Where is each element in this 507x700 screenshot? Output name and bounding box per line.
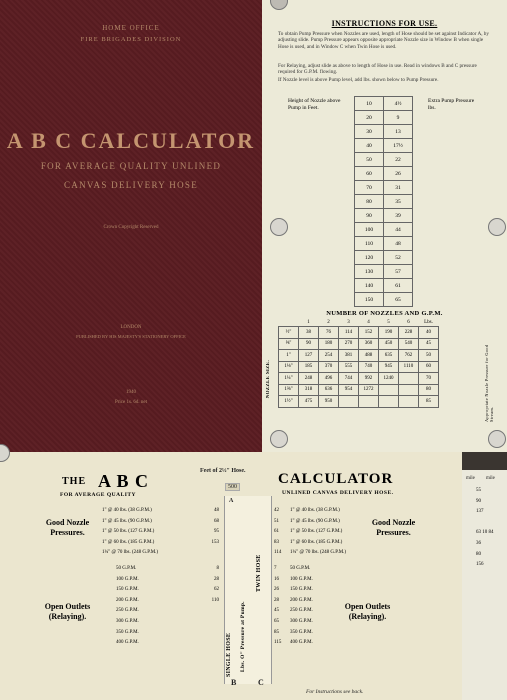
relay-row: 200 G.P.M. xyxy=(116,597,139,603)
extra-pressure-cell: 17½ xyxy=(384,139,413,153)
relay-row: 400 G.P.M. xyxy=(290,640,313,646)
nozzle-size-cell: 1" xyxy=(279,350,299,362)
gpm-cell: 38 xyxy=(299,327,319,339)
nozzle-row: 1" @ 45 lbs. (90 G.P.M.) xyxy=(290,518,340,524)
gpm-cell: 636 xyxy=(319,384,339,396)
relay-rows-left xyxy=(116,564,139,649)
height-row xyxy=(355,111,413,125)
height-cell: 110 xyxy=(355,237,384,251)
height-cell: 130 xyxy=(355,265,384,279)
single-relay-value xyxy=(205,617,219,628)
gpm-cell: 540 xyxy=(399,338,419,350)
relay-row: 100 G.P.M. xyxy=(290,576,313,582)
height-cell: 40 xyxy=(355,139,384,153)
slide-calculator: CALCULATOR xyxy=(278,471,394,487)
nozzle-row: 1¼" @ 70 lbs. (248 G.P.M.) xyxy=(290,550,347,556)
height-row xyxy=(355,223,413,237)
gpm-cell: 80 xyxy=(419,384,439,396)
pump-pressure-label: Lbs. O" Pressure at Pump. xyxy=(240,601,246,672)
gpm-cell: 635 xyxy=(379,350,399,362)
nozzle-pressure-label: Appropriate Nozzle Pressure for Good Stream. xyxy=(484,344,494,422)
twin-nozzle-value: 83 xyxy=(274,539,279,545)
gpm-cell: 60 xyxy=(419,361,439,373)
gpm-cell: 555 xyxy=(339,361,359,373)
nozzle-row: 1" @ 50 lbs. (127 G.P.M.) xyxy=(290,529,343,535)
nozzle-size-cell: 1⅛" xyxy=(279,361,299,373)
height-cell: 20 xyxy=(355,111,384,125)
nozzle-rows-right xyxy=(290,506,346,559)
height-cell: 150 xyxy=(355,293,384,307)
relay-row: 150 G.P.M. xyxy=(290,587,313,593)
gpm-col-header: 6 xyxy=(407,319,410,325)
single-hose-label: SINGLE HOSE xyxy=(226,632,232,677)
relay-row: 250 G.P.M. xyxy=(116,608,139,614)
single-relay-values xyxy=(205,564,219,649)
twin-nozzle-value: 51 xyxy=(274,518,279,524)
twin-nozzle-value: 114 xyxy=(274,550,282,556)
extra-pressure-cell: 22 xyxy=(384,153,413,167)
height-row xyxy=(355,181,413,195)
height-row xyxy=(355,237,413,251)
gpm-cell: 318 xyxy=(299,384,319,396)
binding-hole xyxy=(488,430,506,448)
extra-pressure-cell: 35 xyxy=(384,195,413,209)
cover-footer-2: PUBLISHED BY HIS MAJESTY'S STATIONERY OFFICE xyxy=(76,334,186,339)
nozzle-row: 1" @ 50 lbs. (127 G.P.M.) xyxy=(102,529,155,535)
gpm-col-header: 1 xyxy=(307,319,310,325)
binding-hole xyxy=(270,218,288,236)
gpm-cell: 228 xyxy=(399,327,419,339)
nozzle-size-cell: 1½" xyxy=(279,396,299,408)
gpm-cell: 762 xyxy=(399,350,419,362)
single-relay-value: 28 xyxy=(214,576,219,582)
single-relay-value xyxy=(205,628,219,639)
right-values xyxy=(476,486,494,571)
gpm-row xyxy=(279,338,439,350)
twin-hose-label: TWIN HOSE xyxy=(256,554,262,592)
single-nozzle-value: 95 xyxy=(214,529,219,535)
twin-relay-value: 7 xyxy=(274,566,277,571)
gpm-row xyxy=(279,350,439,362)
relay-rows-right xyxy=(290,564,313,649)
nozzle-size-cell: 1¼" xyxy=(279,373,299,385)
height-row xyxy=(355,293,413,307)
gpm-cell: 185 xyxy=(299,361,319,373)
single-relay-value xyxy=(205,638,219,649)
relay-row: 300 G.P.M. xyxy=(116,618,139,624)
nozzle-rows-left xyxy=(102,506,158,559)
single-nozzle-value xyxy=(205,548,219,559)
gpm-cell xyxy=(359,396,379,408)
single-relay-value xyxy=(205,606,219,617)
good-nozzle-label-right: Good Nozzle Pressures. xyxy=(371,518,416,537)
cover-title: A B C CALCULATOR xyxy=(6,128,256,153)
gpm-cell: 152 xyxy=(359,327,379,339)
window-b-label: B xyxy=(231,678,237,687)
instructions-para-2: For Relaying, adjust slide as above to length of Hose in use. Read in windows B and C pressure required for G.P.M. flowing. xyxy=(278,63,477,76)
right-value xyxy=(476,518,494,529)
height-cell: 50 xyxy=(355,153,384,167)
open-outlets-label-left: Open Outlets (Relaying). xyxy=(44,602,91,621)
height-cell: 70 xyxy=(355,181,384,195)
cover-price: Price 1s. 6d. net xyxy=(114,400,148,405)
relay-row: 300 G.P.M. xyxy=(290,618,313,624)
gpm-col-header: 2 xyxy=(327,319,330,325)
twin-relay-value: 16 xyxy=(274,576,279,582)
height-cell: 90 xyxy=(355,209,384,223)
extra-pressure-cell: 39 xyxy=(384,209,413,223)
extra-pressure-cell: 48 xyxy=(384,237,413,251)
height-table xyxy=(354,96,413,307)
right-head-1: mile xyxy=(466,476,475,481)
height-row xyxy=(355,97,413,111)
gpm-cell xyxy=(339,396,359,408)
slide-unlined: UNLINED CANVAS DELIVERY HOSE. xyxy=(282,490,394,496)
open-outlets-label-right: Open Outlets (Relaying). xyxy=(344,602,391,621)
relay-row: 400 G.P.M. xyxy=(116,640,139,646)
right-value: 137 xyxy=(476,509,484,515)
gpm-row xyxy=(279,361,439,373)
extra-pressure-cell: 4½ xyxy=(384,97,413,111)
gpm-cell: 945 xyxy=(379,361,399,373)
nozzle-row: 1¼" @ 70 lbs. (248 G.P.M.) xyxy=(102,550,159,556)
height-row xyxy=(355,139,413,153)
gpm-cell xyxy=(399,384,419,396)
gpm-cell: 360 xyxy=(359,338,379,350)
height-row xyxy=(355,125,413,139)
relay-row: 350 G.P.M. xyxy=(116,629,139,635)
gpm-cell: 50 xyxy=(419,350,439,362)
gpm-row xyxy=(279,396,439,408)
single-nozzle-value: 68 xyxy=(214,518,219,524)
single-relay-value: 110 xyxy=(211,597,219,603)
twin-nozzle-value: 61 xyxy=(274,529,279,535)
slide-footer: For Instructions see back. xyxy=(306,689,364,695)
gpm-cell: 450 xyxy=(379,338,399,350)
nozzle-row: 1" @ 40 lbs. (38 G.P.M.) xyxy=(102,508,152,513)
height-cell: 140 xyxy=(355,279,384,293)
gpm-col-header: 3 xyxy=(347,319,350,325)
gpm-cell: 381 xyxy=(339,350,359,362)
instructions-page xyxy=(262,0,507,452)
gpm-cell: 40 xyxy=(419,327,439,339)
single-relay-value: 62 xyxy=(214,587,219,593)
instructions-para-1: To obtain Pump Pressure when Nozzles are used, length of Hose should be set against Indicator A, by adjusting slide. Pump Pressure appears opposite appropriate Nozzle size in Window B when single Hose is used, and in Window C when Twin Hose is used. xyxy=(278,31,489,50)
gpm-cell: 370 xyxy=(319,361,339,373)
gpm-cell: 954 xyxy=(339,384,359,396)
gpm-cell: 127 xyxy=(299,350,319,362)
gpm-cell xyxy=(379,384,399,396)
instructions-para-3: If Nozzle level is above Pump level, add lbs. shown below to Pump Pressure. xyxy=(278,77,439,83)
right-value: 55 xyxy=(476,488,481,493)
window-c-label: C xyxy=(258,678,264,687)
extra-pressure-cell: 13 xyxy=(384,125,413,139)
cover-division: FIRE BRIGADES DIVISION xyxy=(80,36,182,43)
gpm-cell: 45 xyxy=(419,338,439,350)
twin-nozzle-values xyxy=(274,506,288,559)
single-relay-value: 8 xyxy=(216,566,219,571)
extra-pressure-cell: 52 xyxy=(384,251,413,265)
nozzle-size-cell: ½" xyxy=(279,327,299,339)
right-value: 63 10 84 xyxy=(476,530,494,536)
nozzle-size-cell: ⅝" xyxy=(279,338,299,350)
gpm-cell xyxy=(399,396,419,408)
gpm-cell: 1240 xyxy=(379,373,399,385)
twin-relay-value: 115 xyxy=(274,640,282,646)
nozzle-row: 1" @ 60 lbs. (185 G.P.M.) xyxy=(102,539,155,545)
height-row xyxy=(355,195,413,209)
extra-pressure-cell: 31 xyxy=(384,181,413,195)
nozzle-row: 1" @ 40 lbs. (38 G.P.M.) xyxy=(290,508,340,513)
gpm-cell: 90 xyxy=(299,338,319,350)
extra-pressure-cell: 61 xyxy=(384,279,413,293)
cover-office: HOME OFFICE xyxy=(102,24,160,32)
cover-footer-1: LONDON xyxy=(120,325,142,330)
binding-hole xyxy=(270,430,288,448)
twin-relay-value: 28 xyxy=(274,597,279,603)
height-row xyxy=(355,265,413,279)
right-head-2: mile xyxy=(486,476,495,481)
right-value: 156 xyxy=(476,562,484,568)
indicator-a: A xyxy=(229,498,234,504)
gpm-cell: 85 xyxy=(419,396,439,408)
twin-relay-values xyxy=(274,564,288,649)
twin-nozzle-value: 42 xyxy=(274,508,279,513)
height-row xyxy=(355,153,413,167)
slide-for-average: FOR AVERAGE QUALITY xyxy=(60,492,137,498)
nozzle-row: 1" @ 60 lbs. (185 G.P.M.) xyxy=(290,539,343,545)
twin-relay-value: 26 xyxy=(274,587,279,593)
gpm-cell: 475 xyxy=(299,396,319,408)
height-cell: 10 xyxy=(355,97,384,111)
right-value: 90 xyxy=(476,498,481,504)
slide-abc: A B C xyxy=(98,471,150,491)
slide-rule-extension xyxy=(462,470,507,700)
gpm-cell: 70 xyxy=(419,373,439,385)
gpm-cell: 950 xyxy=(319,396,339,408)
gpm-col-header: Lbs. xyxy=(424,319,433,325)
height-cell: 30 xyxy=(355,125,384,139)
gpm-cell: 114 xyxy=(339,327,359,339)
gpm-cell: 248 xyxy=(299,373,319,385)
relay-row: 100 G.P.M. xyxy=(116,576,139,582)
slide-rule xyxy=(0,452,462,700)
gpm-col-header: 5 xyxy=(387,319,390,325)
gpm-row xyxy=(279,384,439,396)
right-value: 80 xyxy=(476,551,481,557)
right-value: 36 xyxy=(476,540,481,546)
gpm-cell: 1272 xyxy=(359,384,379,396)
relay-row: 250 G.P.M. xyxy=(290,608,313,614)
extra-pressure-cell: 57 xyxy=(384,265,413,279)
height-row xyxy=(355,209,413,223)
height-cell: 60 xyxy=(355,167,384,181)
cover-year: 1940 xyxy=(126,390,136,395)
extra-pressure-label: Extra Pump Pressure lbs. xyxy=(428,98,475,111)
twin-relay-value: 65 xyxy=(274,618,279,624)
binding-hole xyxy=(488,218,506,236)
height-row xyxy=(355,167,413,181)
single-nozzle-values xyxy=(205,506,219,559)
extra-pressure-cell: 65 xyxy=(384,293,413,307)
height-label: Height of Nozzle above Pump in Feet. xyxy=(288,98,341,111)
gpm-cell: 270 xyxy=(339,338,359,350)
relay-row: 350 G.P.M. xyxy=(290,629,313,635)
gpm-cell: 744 xyxy=(339,373,359,385)
extra-pressure-cell: 9 xyxy=(384,111,413,125)
gpm-cell xyxy=(399,373,419,385)
gpm-col-header: 4 xyxy=(367,319,370,325)
gpm-table xyxy=(278,318,439,408)
gpm-row xyxy=(279,327,439,339)
cover-subtitle-2: CANVAS DELIVERY HOSE xyxy=(63,180,198,190)
single-nozzle-value: 48 xyxy=(214,508,219,513)
relay-row: 200 G.P.M. xyxy=(290,597,313,603)
binding-hole xyxy=(270,0,288,10)
gpm-cell: 254 xyxy=(319,350,339,362)
relay-row: 150 G.P.M. xyxy=(116,587,139,593)
height-row xyxy=(355,251,413,265)
gpm-cell xyxy=(379,396,399,408)
nozzle-size-cell: 1⅜" xyxy=(279,384,299,396)
height-cell: 120 xyxy=(355,251,384,265)
cover-subtitle-1: FOR AVERAGE QUALITY UNLINED xyxy=(40,161,222,171)
relay-row: 50 G.P.M. xyxy=(116,566,137,571)
feet-label: Feet of 2½" Hose. xyxy=(200,468,246,474)
height-cell: 80 xyxy=(355,195,384,209)
good-nozzle-label-left: Good Nozzle Pressures. xyxy=(45,518,90,537)
gpm-cell: 740 xyxy=(359,361,379,373)
twin-relay-value: 85 xyxy=(274,629,279,635)
twin-relay-value: 45 xyxy=(274,608,279,614)
height-cell: 100 xyxy=(355,223,384,237)
gpm-cell: 190 xyxy=(379,327,399,339)
gpm-cell: 496 xyxy=(319,373,339,385)
feet-window: 500 xyxy=(225,483,240,491)
book-cover xyxy=(0,0,262,452)
gpm-cell: 76 xyxy=(319,327,339,339)
gpm-row xyxy=(279,373,439,385)
gpm-cell: 180 xyxy=(319,338,339,350)
gpm-heading: NUMBER OF NOZZLES AND G.P.M. xyxy=(326,310,443,317)
nozzle-row: 1" @ 45 lbs. (90 G.P.M.) xyxy=(102,518,152,524)
cover-copyright: Crown Copyright Reserved xyxy=(103,225,159,230)
nozzle-size-label: NOZZLE SIZE. xyxy=(266,360,271,399)
gpm-cell: 488 xyxy=(359,350,379,362)
gpm-cell: 1110 xyxy=(399,361,419,373)
extra-pressure-cell: 44 xyxy=(384,223,413,237)
height-row xyxy=(355,279,413,293)
instructions-heading: INSTRUCTIONS FOR USE. xyxy=(331,19,438,28)
relay-row: 50 G.P.M. xyxy=(290,566,311,571)
slide-the: THE xyxy=(62,476,87,487)
extra-pressure-cell: 26 xyxy=(384,167,413,181)
single-nozzle-value: 153 xyxy=(211,539,219,545)
gpm-cell: 992 xyxy=(359,373,379,385)
